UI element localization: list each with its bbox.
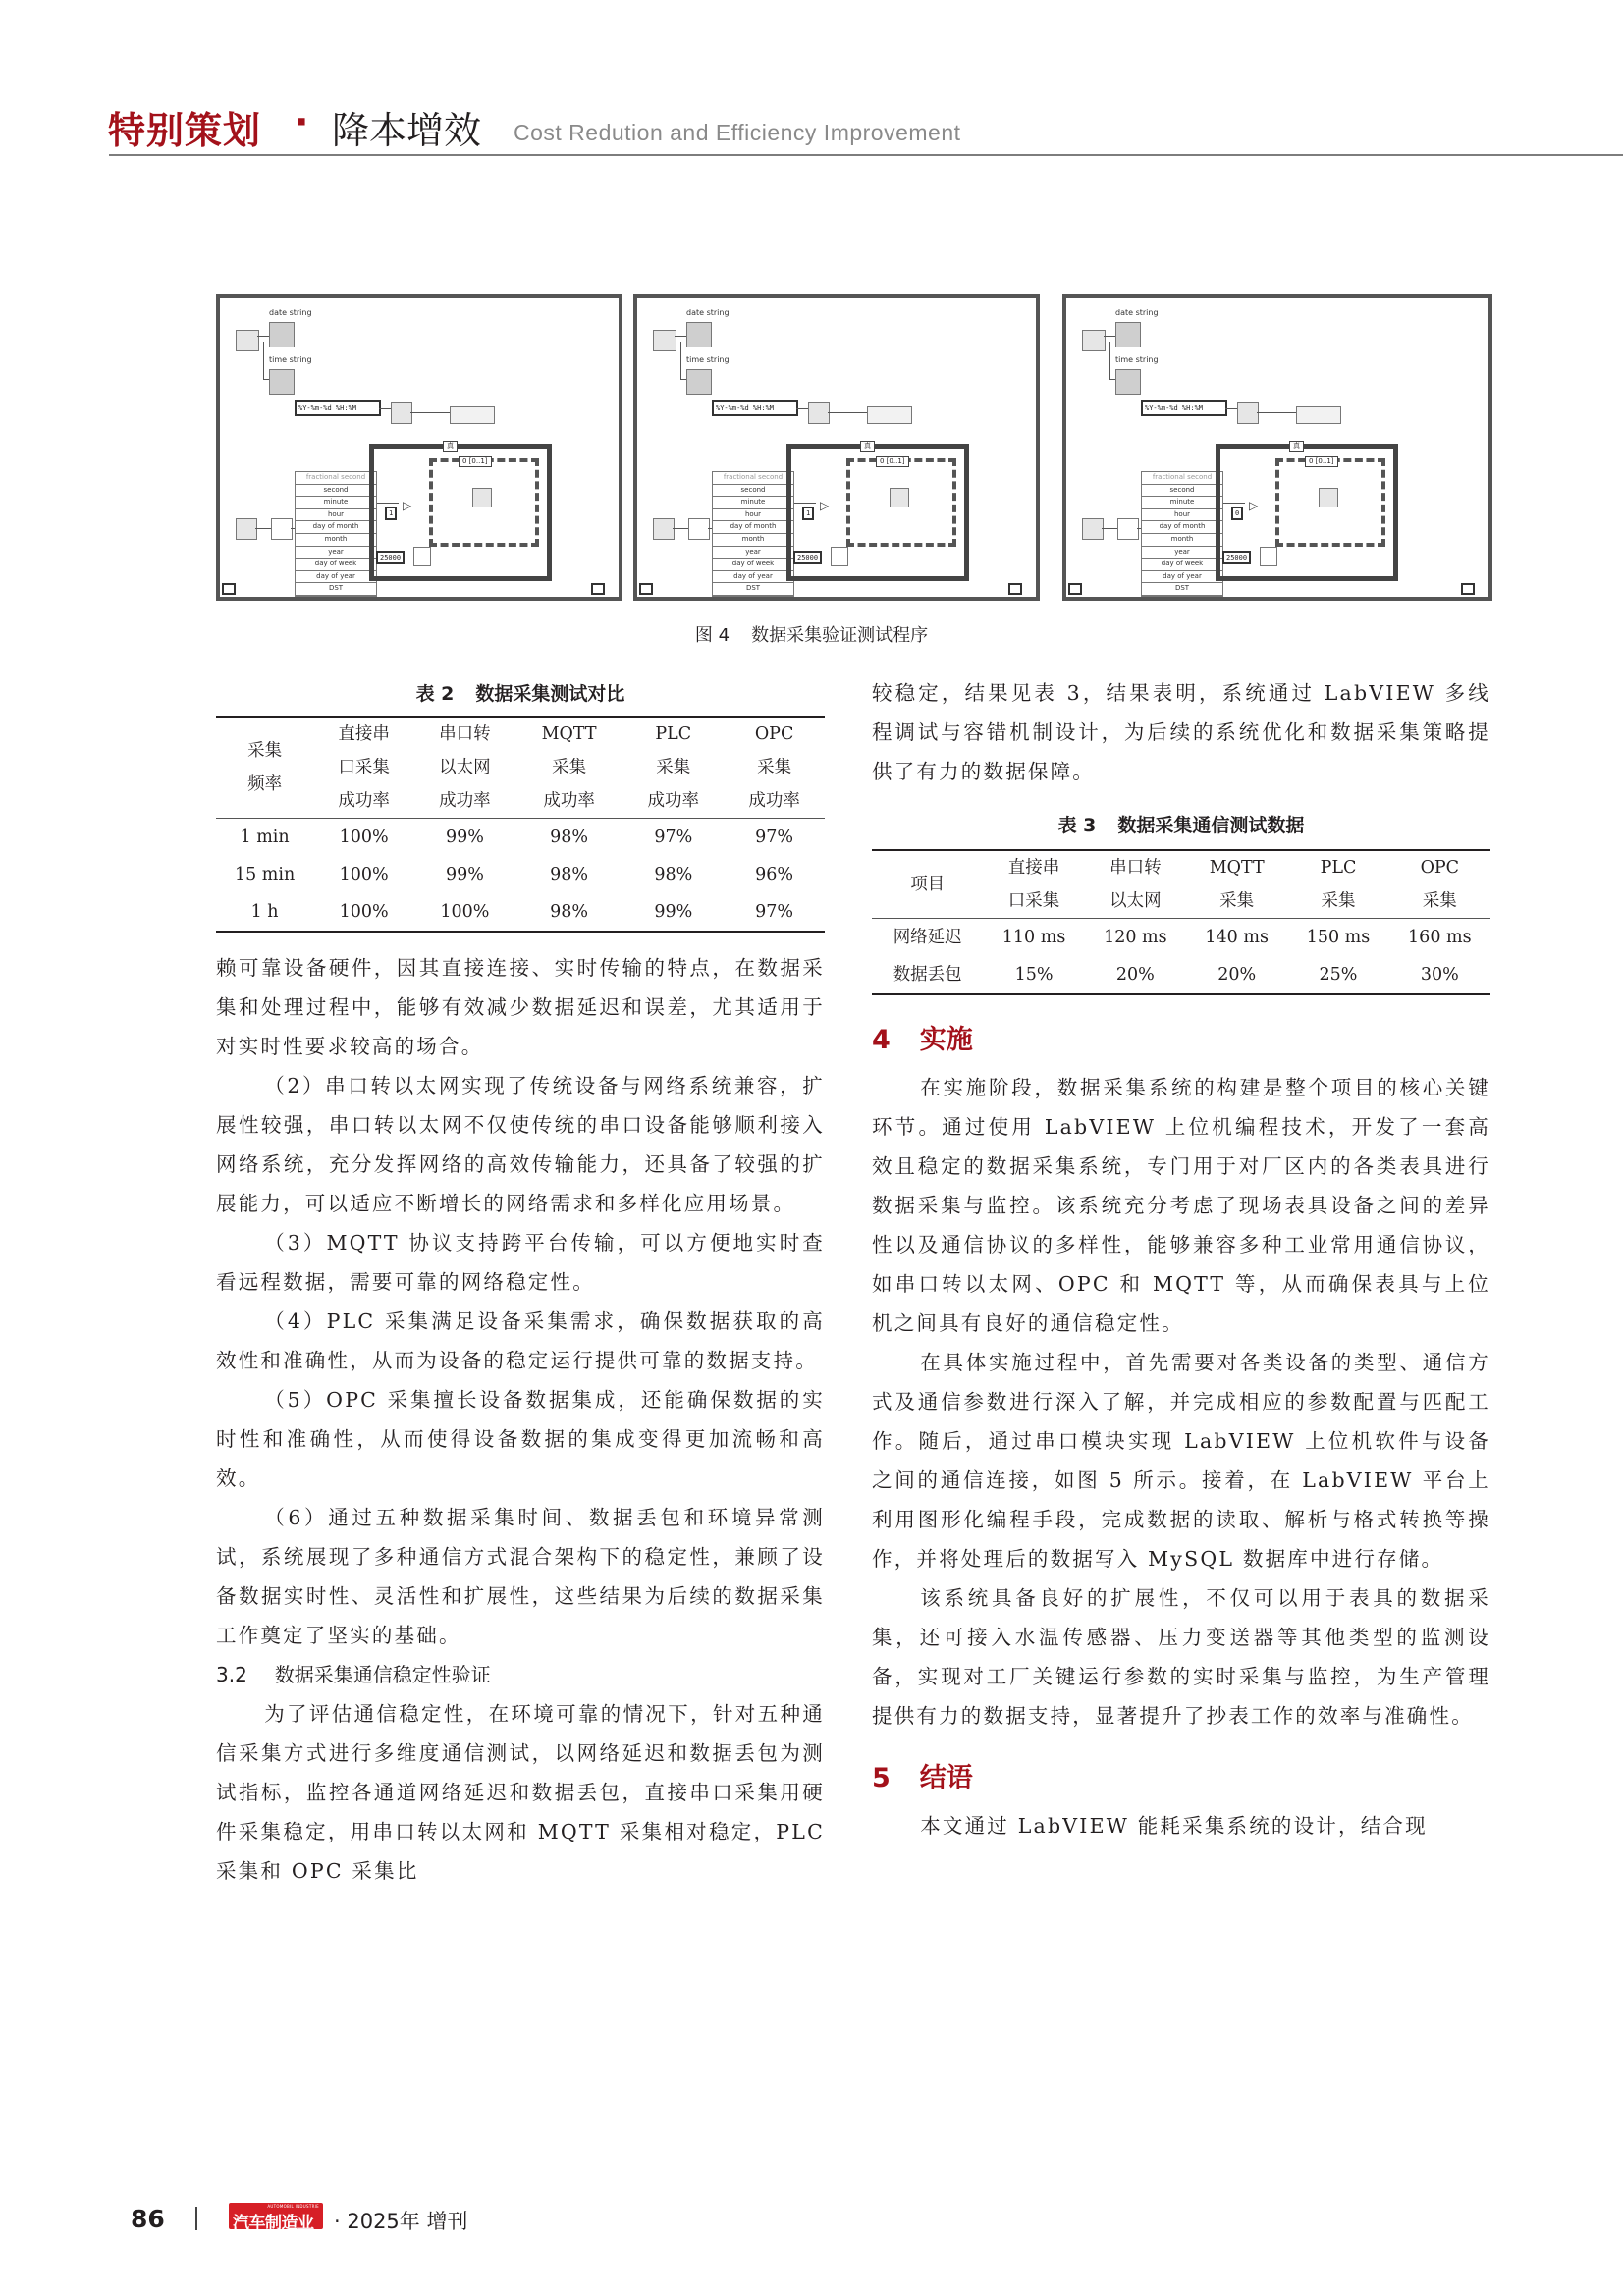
table-cell: 1 h bbox=[216, 893, 313, 932]
paragraph: 在实施阶段，数据采集系统的构建是整个项目的核心关键环节。通过使用 LabVIEW 上位机编程技术，开发了一套高效且稳定的数据采集系统，专门用于对厂区内的各类表具进行数据采集与监控。该系统充分考虑了现场表具设备之间的差异性以及通信协议的多样性，能够兼容多种工业常用通信协议，如串口转以太网、OPC 和 MQTT 等，从而确保表具与上位机之间具有良好的通信稳定性。 bbox=[872, 1076, 1490, 1335]
cluster-field: day of week bbox=[296, 559, 376, 571]
table-cell: 98% bbox=[550, 865, 589, 884]
table-cell: 97% bbox=[724, 893, 825, 932]
get-datetime-node bbox=[236, 518, 257, 540]
table-2-header-cell: OPC 采集 成功率 bbox=[724, 717, 825, 819]
wire bbox=[379, 408, 391, 409]
table-cell: 100% bbox=[313, 893, 414, 932]
paragraph: 较稳定，结果见表 3，结果表明，系统通过 LabVIEW 多线程调试与容错机制设计，为后续的系统优化和数据采集策略提供了有力的数据保障。 bbox=[872, 681, 1490, 783]
format-string-constant: %Y-%m-%d %H:%M bbox=[712, 400, 798, 416]
figure-caption bbox=[0, 621, 1623, 647]
loop-stop-terminal bbox=[1461, 583, 1475, 595]
magazine-logo-cn: 汽车制造业 bbox=[233, 2214, 314, 2233]
table-cell: 15 min bbox=[234, 865, 296, 884]
frame-selector: 0 [0..1] bbox=[1305, 456, 1338, 467]
table-cell: 120 ms bbox=[1104, 928, 1167, 947]
frame-selector: 0 [0..1] bbox=[459, 456, 492, 467]
format-string-constant: %Y-%m-%d %H:%M bbox=[1141, 400, 1227, 416]
magazine-logo bbox=[229, 2203, 323, 2233]
cluster-field: DST bbox=[713, 583, 793, 596]
table-2-header-cell: PLC 采集 成功率 bbox=[622, 717, 724, 819]
date-string-label: date string bbox=[1115, 308, 1159, 317]
date-string-indicator bbox=[269, 322, 295, 347]
table-3-title-text: 数据采集通信测试数据 bbox=[1117, 815, 1305, 836]
cluster-field: minute bbox=[1142, 497, 1222, 509]
cluster-field: fractional second bbox=[713, 472, 793, 485]
table-3-header-cell: 项目 bbox=[872, 850, 983, 919]
cluster-field: DST bbox=[1142, 583, 1222, 596]
wire bbox=[1109, 342, 1110, 379]
paragraph: （5）OPC 采集擅长设备数据集成，还能确保数据的实时性和准确性，从而使得设备数据的集成变得更加流畅和高效。 bbox=[216, 1388, 825, 1490]
format-datetime-node bbox=[391, 402, 412, 424]
clock-indicator bbox=[450, 406, 495, 424]
wire bbox=[680, 342, 681, 379]
compare-constant: 1 bbox=[385, 507, 397, 520]
paragraph: 为了评估通信稳定性，在环境可靠的情况下，针对五种通信采集方式进行多维度通信测试，以网络延迟和数据丢包为测试指标，监控各通道网络延迟和数据丢包，直接串口采集用硬件采集稳定，用串口转以太网和 MQTT 采集相对稳定，PLC 采集和 OPC 采集比 bbox=[216, 1702, 825, 1883]
table-cell: 140 ms bbox=[1205, 928, 1269, 947]
cluster-field: hour bbox=[296, 509, 376, 522]
cluster-field: second bbox=[1142, 485, 1222, 498]
table-2-header-cell: 串口转 以太网 成功率 bbox=[414, 717, 515, 819]
time-string-indicator bbox=[269, 369, 295, 395]
compare-constant: 1 bbox=[802, 507, 814, 520]
table-2-header-cell: 采集 频率 bbox=[216, 717, 313, 819]
subvi-node bbox=[472, 488, 492, 507]
time-string-label: time string bbox=[1115, 355, 1159, 364]
cluster-field: day of year bbox=[713, 571, 793, 584]
wire bbox=[410, 412, 450, 413]
section-title: 结语 bbox=[919, 1763, 973, 1793]
loop-iteration-terminal bbox=[222, 583, 236, 595]
cluster-field: day of week bbox=[713, 559, 793, 571]
section-heading-5 bbox=[872, 1755, 1490, 1802]
wire bbox=[263, 342, 264, 379]
header-section-label: 特别策划 bbox=[108, 109, 262, 152]
subsection-title: 数据采集通信稳定性验证 bbox=[274, 1663, 491, 1686]
table-cell: 20% bbox=[1186, 956, 1287, 994]
format-string-constant: %Y-%m-%d %H:%M bbox=[295, 400, 381, 416]
table-2-header-cell: MQTT 采集 成功率 bbox=[515, 717, 623, 819]
table-cell: 98% bbox=[654, 865, 693, 884]
paragraph: 该系统具备良好的扩展性，不仅可以用于表具的数据采集，还可接入水温传感器、压力变送器等其他类型的监测设备，实现对工厂关键运行参数的实时采集与监控，为生产管理提供有力的数据支持，显著提升了抄表工作的效率与准确性。 bbox=[872, 1586, 1490, 1728]
magazine-logo-en: AUTOMOBIL INDUSTRIE bbox=[267, 2204, 319, 2209]
running-header bbox=[108, 96, 1623, 151]
datetime-cluster bbox=[712, 471, 794, 597]
issue-label: · 2025年 增刊 bbox=[334, 2210, 468, 2233]
date-string-label: date string bbox=[686, 308, 730, 317]
wire bbox=[1109, 379, 1115, 380]
paragraph: 在具体实施过程中，首先需要对各类设备的类型、通信方式及通信参数进行深入了解，并完成相应的参数配置与匹配工作。随后，通过串口模块实现 LabVIEW 上位机软件与设备之间的通信连接，如图 5 所示。接着，在 LabVIEW 平台上利用图形化编程手段，完成数据的读取、解析与格式转换等操作，并将处理后的数据写入 MySQL 数据库中进行存储。 bbox=[872, 1351, 1490, 1571]
table-3-header-cell: PLC 采集 bbox=[1287, 850, 1388, 919]
wire bbox=[828, 412, 867, 413]
table-2-header-cell: 直接串 口采集 成功率 bbox=[313, 717, 414, 819]
paragraph: （4）PLC 采集满足设备采集需求，确保数据获取的高效性和准确性，从而为设备的稳定运行提供可靠的数据支持。 bbox=[216, 1309, 825, 1372]
cluster-field: DST bbox=[296, 583, 376, 596]
loop-stop-terminal bbox=[1008, 583, 1022, 595]
section-number: 4 bbox=[872, 1025, 891, 1055]
table-cell: 20% bbox=[1085, 956, 1186, 994]
time-string-label: time string bbox=[269, 355, 312, 364]
timestamp-source-node bbox=[1082, 330, 1106, 351]
timestamp-source-node bbox=[653, 330, 676, 351]
paragraph: 本文通过 LabVIEW 能耗采集系统的设计，结合现 bbox=[920, 1814, 1428, 1838]
left-column bbox=[216, 671, 825, 1891]
cluster-field: minute bbox=[296, 497, 376, 509]
table-row bbox=[216, 819, 825, 857]
clock-indicator bbox=[1296, 406, 1341, 424]
timestamp-source-node bbox=[236, 330, 259, 351]
table-2-header-row bbox=[216, 717, 825, 819]
table-cell: 1 min bbox=[240, 828, 290, 847]
compare-constant: 0 bbox=[1231, 507, 1243, 520]
right-column bbox=[872, 673, 1490, 1845]
labview-diagram-2 bbox=[633, 294, 1040, 601]
case-selector: 真 bbox=[860, 441, 875, 452]
cluster-field: day of month bbox=[1142, 521, 1222, 534]
table-3-header-cell: 串口转 以太网 bbox=[1085, 850, 1186, 919]
paragraph: （2）串口转以太网实现了传统设备与网络系统兼容，扩展性较强，串口转以太网不仅使传统的串口设备能够顺利接入网络系统，充分发挥网络的高效传输能力，还具备了较强的扩展能力，可以适应不断增长的网络需求和多样化应用场景。 bbox=[216, 1074, 825, 1215]
date-string-indicator bbox=[1115, 322, 1141, 347]
wire bbox=[673, 528, 688, 529]
time-string-indicator bbox=[686, 369, 712, 395]
table-row bbox=[216, 856, 825, 893]
subvi-node bbox=[1319, 488, 1338, 507]
wire bbox=[1257, 412, 1296, 413]
datetime-cluster bbox=[295, 471, 377, 597]
wait-ms-constant: 25000 bbox=[1222, 551, 1251, 564]
table-3-header-cell: 直接串 口采集 bbox=[983, 850, 1084, 919]
cluster-field: year bbox=[296, 547, 376, 560]
paragraph: （6）通过五种数据采集时间、数据丢包和环境异常测试，系统展现了多种通信方式混合架构下的稳定性，兼顾了设备数据实时性、灵活性和扩展性，这些结果为后续的数据采集工作奠定了坚实的基础。 bbox=[216, 1506, 825, 1647]
cluster-field: month bbox=[713, 534, 793, 547]
wait-ms-node bbox=[831, 547, 848, 566]
figure-4 bbox=[216, 294, 1492, 609]
time-string-indicator bbox=[1115, 369, 1141, 395]
wire bbox=[1104, 336, 1115, 337]
table-3-title bbox=[872, 811, 1490, 837]
clock-indicator bbox=[867, 406, 912, 424]
table-3-header-cell: MQTT 采集 bbox=[1186, 850, 1287, 919]
flat-sequence-frame bbox=[429, 458, 539, 547]
cluster-field: month bbox=[1142, 534, 1222, 547]
cluster-field: hour bbox=[1142, 509, 1222, 522]
section-number: 5 bbox=[872, 1763, 891, 1793]
get-datetime-node bbox=[653, 518, 675, 540]
loop-stop-terminal bbox=[591, 583, 605, 595]
case-selector: 真 bbox=[443, 441, 458, 452]
header-divider bbox=[109, 154, 1623, 156]
cluster-field: day of year bbox=[296, 571, 376, 584]
case-structure bbox=[786, 444, 969, 581]
table-cell: 97% bbox=[755, 828, 794, 847]
table-2-title bbox=[216, 679, 825, 706]
loop-iteration-terminal bbox=[639, 583, 653, 595]
table-cell: 160 ms bbox=[1408, 928, 1472, 947]
table-cell: 数据丢包 bbox=[872, 956, 983, 994]
table-cell: 99% bbox=[622, 893, 724, 932]
table-cell: 110 ms bbox=[1001, 928, 1066, 947]
paragraph: （3）MQTT 协议支持跨平台传输，可以方便地实时查看远程数据，需要可靠的网络稳定性。 bbox=[216, 1231, 825, 1294]
table-cell: 150 ms bbox=[1306, 928, 1371, 947]
date-string-label: date string bbox=[269, 308, 312, 317]
section-title: 实施 bbox=[919, 1025, 973, 1055]
cluster-field: month bbox=[296, 534, 376, 547]
equal-comparison-node: ▷ bbox=[820, 499, 830, 512]
table-cell: 98% bbox=[550, 828, 589, 847]
seconds-to-datetime-node bbox=[688, 518, 710, 540]
format-datetime-node bbox=[1237, 402, 1259, 424]
table-cell: 100% bbox=[339, 865, 389, 884]
table-cell: 98% bbox=[515, 893, 623, 932]
table-cell: 100% bbox=[414, 893, 515, 932]
wire bbox=[675, 336, 686, 337]
cluster-field: fractional second bbox=[296, 472, 376, 485]
cluster-field: day of month bbox=[296, 521, 376, 534]
loop-iteration-terminal bbox=[1068, 583, 1082, 595]
table-2 bbox=[216, 716, 825, 933]
table-cell: 99% bbox=[445, 865, 484, 884]
flat-sequence-frame bbox=[1275, 458, 1385, 547]
labview-diagram-3 bbox=[1062, 294, 1492, 601]
wire bbox=[1102, 528, 1117, 529]
table-cell: 97% bbox=[654, 828, 693, 847]
case-structure bbox=[1216, 444, 1398, 581]
wire bbox=[1225, 408, 1237, 409]
table-cell: 网络延迟 bbox=[893, 928, 962, 947]
labview-diagram-1 bbox=[216, 294, 622, 601]
page-number: 86 bbox=[131, 2205, 165, 2233]
wire bbox=[796, 408, 808, 409]
figure-number: 图 4 bbox=[694, 625, 730, 646]
seconds-to-datetime-node bbox=[271, 518, 293, 540]
cluster-field: hour bbox=[713, 509, 793, 522]
table-3-number: 表 3 bbox=[1057, 815, 1097, 836]
case-structure bbox=[369, 444, 552, 581]
datetime-cluster bbox=[1141, 471, 1223, 597]
table-3 bbox=[872, 849, 1490, 995]
wire bbox=[680, 379, 686, 380]
wire bbox=[257, 336, 269, 337]
frame-selector: 0 [0..1] bbox=[876, 456, 909, 467]
table-2-number: 表 2 bbox=[415, 683, 455, 705]
case-selector: 真 bbox=[1289, 441, 1304, 452]
flat-sequence-frame bbox=[846, 458, 956, 547]
wait-ms-constant: 25000 bbox=[793, 551, 822, 564]
wire bbox=[263, 379, 269, 380]
subsection-number: 3.2 bbox=[216, 1663, 247, 1686]
table-cell: 30% bbox=[1389, 956, 1490, 994]
cluster-field: fractional second bbox=[1142, 472, 1222, 485]
cluster-field: year bbox=[1142, 547, 1222, 560]
section-heading-4 bbox=[872, 1017, 1490, 1064]
cluster-field: minute bbox=[713, 497, 793, 509]
table-row bbox=[872, 956, 1490, 994]
seconds-to-datetime-node bbox=[1117, 518, 1139, 540]
cluster-field: day of month bbox=[713, 521, 793, 534]
table-cell: 96% bbox=[755, 865, 794, 884]
subsection-heading bbox=[216, 1655, 825, 1694]
cluster-field: second bbox=[713, 485, 793, 498]
table-cell: 99% bbox=[445, 828, 484, 847]
table-cell: 100% bbox=[339, 828, 389, 847]
header-separator: · bbox=[295, 100, 309, 143]
table-cell: 25% bbox=[1287, 956, 1388, 994]
table-row bbox=[216, 893, 825, 932]
wait-ms-constant: 25000 bbox=[376, 551, 405, 564]
cluster-field: day of week bbox=[1142, 559, 1222, 571]
equal-comparison-node: ▷ bbox=[403, 499, 412, 512]
footer-divider bbox=[195, 2207, 197, 2230]
date-string-indicator bbox=[686, 322, 712, 347]
header-english-title: Cost Redution and Efficiency Improvement bbox=[514, 120, 961, 145]
table-row bbox=[872, 919, 1490, 957]
get-datetime-node bbox=[1082, 518, 1104, 540]
cluster-field: second bbox=[296, 485, 376, 498]
format-datetime-node bbox=[808, 402, 830, 424]
cluster-field: day of year bbox=[1142, 571, 1222, 584]
time-string-label: time string bbox=[686, 355, 730, 364]
cluster-field: year bbox=[713, 547, 793, 560]
table-3-header-cell: OPC 采集 bbox=[1389, 850, 1490, 919]
wire bbox=[255, 528, 271, 529]
header-topic: 降本增效 bbox=[332, 109, 482, 152]
wait-ms-node bbox=[1260, 547, 1277, 566]
paragraph: 赖可靠设备硬件，因其直接连接、实时传输的特点，在数据采集和处理过程中，能够有效减少数据延迟和误差，尤其适用于对实时性要求较高的场合。 bbox=[216, 956, 825, 1058]
table-2-title-text: 数据采集测试对比 bbox=[475, 683, 625, 705]
wait-ms-node bbox=[413, 547, 431, 566]
table-3-header-row bbox=[872, 850, 1490, 919]
equal-comparison-node: ▷ bbox=[1249, 499, 1259, 512]
figure-caption-text: 数据采集验证测试程序 bbox=[751, 625, 929, 646]
table-cell: 15% bbox=[983, 956, 1084, 994]
subvi-node bbox=[890, 488, 909, 507]
